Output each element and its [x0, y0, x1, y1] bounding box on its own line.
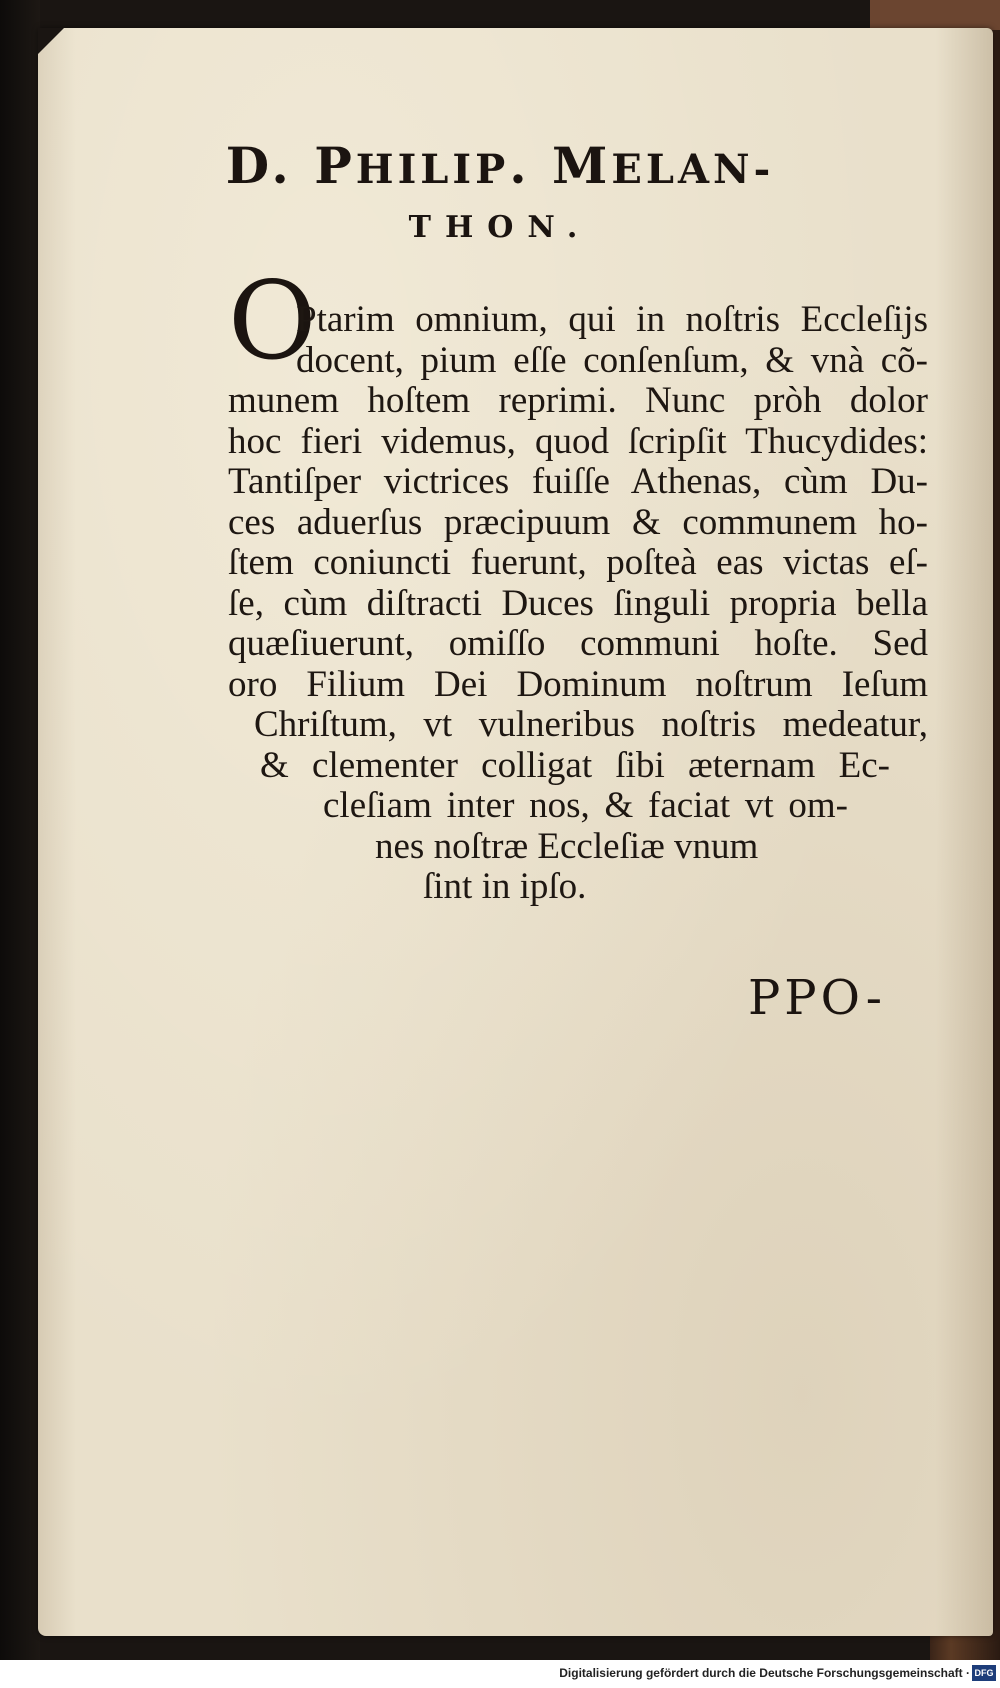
text-line: oro Filium Dei Dominum noſtrum Ieſum [228, 663, 928, 705]
heading-initial-d: D [225, 136, 272, 195]
cover-edge-top [870, 0, 1000, 30]
dfg-logo: DFG [972, 1665, 996, 1681]
text-line: ces aduerſus præcipuum & communem ho- [228, 501, 928, 543]
text-line: munem hoſtem reprimi. Nunc pròh dolor [228, 380, 928, 421]
text-line: hoc fieri videmus, quod ſcripſit Thucydides: [228, 420, 928, 462]
text-line: cleſiam inter nos, & faciat vt om- [323, 785, 848, 826]
text-line: ſint in ipſo. [423, 866, 587, 907]
text-line: Tantiſper victrices fuiſſe Athenas, cùm Du- [228, 461, 928, 502]
text-line: & clementer colligat ſibi æternam Ec- [260, 744, 890, 786]
text-line: quæſiuerunt, omiſſo communi hoſte. Sed [228, 623, 928, 664]
digitization-credit: Digitalisierung gefördert durch die Deutsche Forschungsgemeinschaft · [559, 1666, 970, 1680]
page-heading-line-2: THON. [408, 210, 592, 245]
text-line: Ptarim omnium, qui in noſtris Eccleſijs [296, 299, 928, 340]
text-line: docent, pium eſſe conſenſum, & vnà cõ- [296, 339, 928, 381]
heading-dot-p: . P [271, 136, 356, 195]
body-paragraph [228, 300, 928, 908]
footer-bar [0, 1660, 1000, 1688]
heading-philip-rest: HILIP [355, 146, 510, 193]
heading-dot-m: . M [509, 136, 612, 195]
text-line: ſtem coniuncti fuerunt, poſteà eas victas eſ- [228, 542, 928, 583]
page-heading-line-1 [0, 136, 1000, 195]
binding-shadow-left [0, 0, 40, 1660]
heading-melan-rest: ELAN- [611, 146, 775, 193]
text-line: ſe, cùm diſtracti Duces ſinguli propria bella [228, 582, 928, 624]
catchword: PPO- [748, 970, 886, 1026]
text-line: nes noſtræ Eccleſiæ vnum [375, 825, 759, 867]
text-line: Chriſtum, vt vulneribus noſtris medeatur, [254, 704, 928, 745]
drop-capital: O [228, 259, 317, 384]
torn-page-corner [38, 28, 64, 54]
